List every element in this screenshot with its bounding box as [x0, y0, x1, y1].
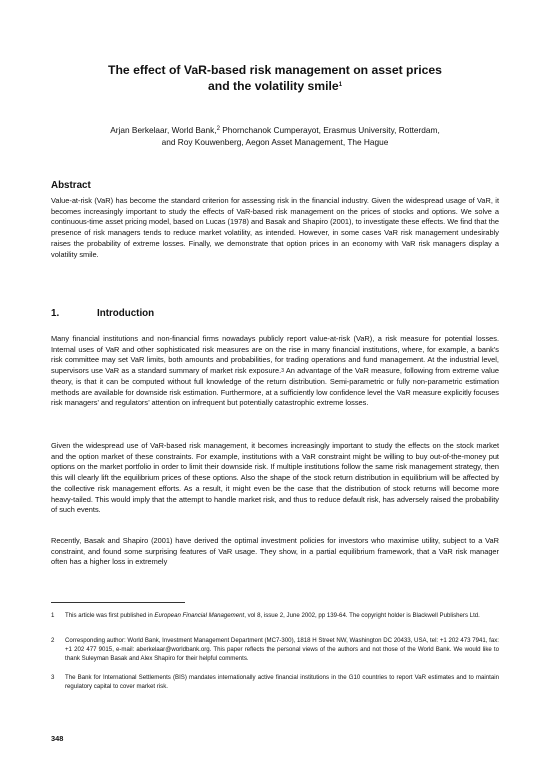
footnote-text: [65, 612, 499, 621]
footnote-number: 2: [51, 637, 55, 644]
footnote-1-text-a: This article was first published in: [65, 612, 155, 619]
section-heading: [51, 308, 154, 319]
body-paragraph-3: Recently, Basak and Shapiro (2001) have derived the optimal investment policies for investors who maximise utility, subject to a VaR constraint, and found some surprising features of VaR usage. They show, in a partial equilibrium framework, that a VaR risk manager often has a higher loss in extremely: [51, 536, 499, 567]
authors-line-1a: Arjan Berkelaar, World Bank,: [110, 125, 217, 135]
footnote-number: 1: [51, 612, 55, 619]
footnote-text: Corresponding author: World Bank, Investment Management Department (MC7-300), 1818 H Street NW, Washington DC 20433, USA, tel: +1 202 473 7941, fax: +1 202 477 9015, e-mail: aberkelaar@worldbank.org. This paper reflects the personal views of the authors and not those of the World Bank. We would like to thank Suleyman Basak and Alex Shapiro for their helpful comments.: [65, 637, 499, 662]
section-title: Introduction: [97, 308, 155, 319]
footnote-1: [51, 612, 499, 621]
abstract-heading: Abstract: [51, 180, 91, 191]
body-paragraph-1: [51, 334, 499, 409]
body-paragraph-2: Given the widespread use of VaR-based risk management, it becomes increasingly important to study the effects on the stock market and the option market of these constraints. For example, institutions with a VaR constraint might be willing to buy out-of-the-money put options on the market portfolio in order to limit their downside risk. If multiple institutions follow the same risk management strategy, then this will clearly lift the equilibrium prices of these options. Also the shape of the stock return distribution in equilibrium will be affected by the collective risk management efforts. As a result, it might even be the case that the distribution of stock returns will become more heavy-tailed. This would imply that the attempt to handle market risk, and thus to reduce default risk, has adversely raised the probability of such events.: [51, 441, 499, 515]
section-number: 1.: [51, 308, 60, 319]
para1-part-b: An advantage of the VaR measure, following from extreme value theory, is that it can be computed without full knowledge of the return distribution. Semi-parametric or fully non-parametric estimation methods are available for downside risk estimation. Furthermore, at a sufficiently low confidence level the VaR measure explicitly focuses risk managers’ and regulators’ attention on infrequent but potentially catastrophic extreme losses.: [51, 366, 499, 408]
para1-part-a: Many financial institutions and non-financial firms nowadays publicly report value-at-risk (VaR), a risk measure for potential losses. Internal uses of VaR and other sophisticated risk measures are on the rise in many financial institutions, where, for example, a bank’s risk committee may set VaR limits, both amounts and probabilities, for trading operations and fund management. At the industrial level, supervisors use VaR as a standard summary of market risk exposure.: [51, 334, 499, 376]
para1-footnote-mark: 3: [281, 368, 284, 375]
abstract-text: Value-at-risk (VaR) has become the standard criterion for assessing risk in the financial industry. Given the widespread usage of VaR, it becomes increasingly important to study the effects of VaR-based risk management on the prices of stocks and options. We solve a continuous-time asset pricing model, based on Lucas (1978) and Basak and Shapiro (2001), to investigate these effects. We find that the presence of risk managers tends to reduce market volatility, as intended. However, in some cases VaR risk management undesirably raises the probability of extreme losses. Finally, we demonstrate that option prices in an economy with VaR risk managers display a volatility smile.: [51, 196, 499, 259]
author-list: [40, 124, 510, 148]
footnote-number: 3: [51, 674, 55, 681]
paper-title: [40, 62, 510, 94]
journal-name: European Financial Management: [154, 612, 245, 619]
title-line-2: and the volatility smile: [207, 79, 339, 93]
footnote-3: [51, 674, 499, 692]
authors-line-1b: Phornchanok Cumperayot, Erasmus University, Rotterdam,: [219, 125, 440, 135]
authors-line-2: and Roy Kouwenberg, Aegon Asset Management, The Hague: [161, 137, 389, 147]
footnote-divider: [51, 602, 185, 603]
title-line-1: The effect of VaR-based risk management on asset prices: [108, 63, 442, 77]
page-number: 348: [51, 734, 64, 743]
author-footnote-mark: 2: [216, 126, 220, 132]
footnote-text: The Bank for International Settlements (BIS) mandates internationally active financial institutions in the G10 countries to report VaR estimates and to maintain regulatory capital to cover market risk.: [65, 674, 499, 690]
footnote-1-text-b: , vol 8, issue 2, June 2002, pp 139-64. The copyright holder is Blackwell Publishers Ltd.: [244, 612, 480, 619]
footnote-2: [51, 637, 499, 663]
title-footnote-mark: 1: [338, 82, 343, 88]
